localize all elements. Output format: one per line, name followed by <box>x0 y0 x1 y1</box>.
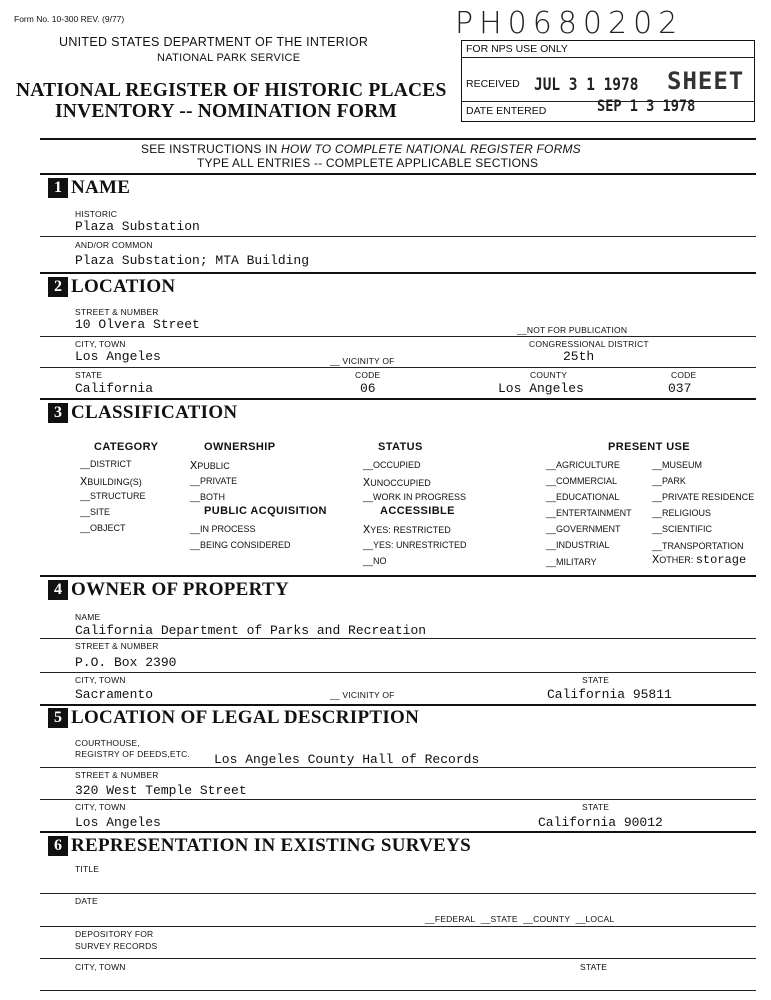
present-use-header: PRESENT USE <box>608 441 691 453</box>
section-4-heading: 4 OWNER OF PROPERTY <box>48 579 289 601</box>
courthouse-value: Los Angeles County Hall of Records <box>214 752 480 767</box>
state-value: California <box>75 381 154 396</box>
legal-street-value: 320 West Temple Street <box>75 783 247 798</box>
category-buildings: XBUILDING(S) <box>80 475 142 489</box>
acquisition-in-process: __IN PROCESS <box>190 524 256 534</box>
status-work-in-progress: __WORK IN PROGRESS <box>363 492 467 502</box>
form-title: NATIONAL REGISTER OF HISTORIC PLACES <box>16 80 447 101</box>
survey-city-label: CITY, TOWN <box>75 962 126 972</box>
legal-state-value: California 90012 <box>538 815 663 830</box>
state-label: STATE <box>75 370 103 380</box>
section-3-heading: 3 CLASSIFICATION <box>48 402 237 424</box>
instructions-line-2: TYPE ALL ENTRIES -- COMPLETE APPLICABLE SECTIONS <box>197 156 539 170</box>
category-structure: __STRUCTURE <box>80 491 146 501</box>
category-district: __DISTRICT <box>80 459 132 469</box>
accessible-restricted: XYES: RESTRICTED <box>363 523 451 537</box>
use-other-value: storage <box>695 553 747 567</box>
category-header: CATEGORY <box>94 441 159 453</box>
form-number: Form No. 10-300 REV. (9/77) <box>14 14 125 24</box>
use-religious: __RELIGIOUS <box>652 508 712 518</box>
congressional-district-value: 25th <box>563 349 595 364</box>
use-industrial: __INDUSTRIAL <box>546 540 610 550</box>
city-label: CITY, TOWN <box>75 339 126 349</box>
sheet-stamp: SHEET <box>667 67 745 95</box>
nps-use-box <box>461 40 755 122</box>
survey-levels: __FEDERAL __STATE __COUNTY __LOCAL <box>425 914 615 924</box>
status-unoccupied: XUNOCCUPIED <box>363 476 431 490</box>
street-label: STREET & NUMBER <box>75 307 159 317</box>
city-value: Los Angeles <box>75 349 161 364</box>
depository-label: DEPOSITORY FOR <box>75 929 154 939</box>
section-1-heading: 1 NAME <box>48 177 130 199</box>
owner-state-value: California 95811 <box>547 687 672 702</box>
form-subtitle: INVENTORY -- NOMINATION FORM <box>55 101 398 122</box>
owner-name-label: NAME <box>75 612 101 622</box>
status-header: STATUS <box>378 441 423 453</box>
use-private-residence: __PRIVATE RESIDENCE <box>652 492 755 502</box>
instructions-line-1: SEE INSTRUCTIONS IN HOW TO COMPLETE NATIONAL REGISTER FORMS <box>141 142 581 156</box>
department-name: UNITED STATES DEPARTMENT OF THE INTERIOR <box>59 35 369 49</box>
use-scientific: __SCIENTIFIC <box>652 524 713 534</box>
date-entered-stamp: SEP 1 3 1978 <box>597 96 696 115</box>
received-label: RECEIVED <box>466 78 520 90</box>
congressional-district-label: CONGRESSIONAL DISTRICT <box>529 339 649 349</box>
accessible-no: __NO <box>363 556 387 566</box>
common-name-value: Plaza Substation; MTA Building <box>75 253 310 268</box>
county-label: COUNTY <box>530 370 568 380</box>
use-museum: __MUSEUM <box>652 460 703 470</box>
date-entered-label: DATE ENTERED <box>466 105 547 117</box>
legal-city-value: Los Angeles <box>75 815 161 830</box>
legal-street-label: STREET & NUMBER <box>75 770 159 780</box>
ownership-both: __BOTH <box>190 492 226 502</box>
use-government: __GOVERNMENT <box>546 524 621 534</box>
owner-city-label: CITY, TOWN <box>75 675 126 685</box>
section-6-heading: 6 REPRESENTATION IN EXISTING SURVEYS <box>48 835 471 857</box>
state-code-value: 06 <box>360 381 376 396</box>
survey-date-label: DATE <box>75 896 98 906</box>
survey-title-label: TITLE <box>75 864 100 874</box>
use-educational: __EDUCATIONAL <box>546 492 620 502</box>
use-entertainment: __ENTERTAINMENT <box>546 508 632 518</box>
nps-use-label: FOR NPS USE ONLY <box>466 43 568 55</box>
legal-state-label: STATE <box>582 802 610 812</box>
use-military: __MILITARY <box>546 557 597 567</box>
county-code-value: 037 <box>668 381 692 396</box>
ownership-public: XPUBLIC <box>190 459 230 473</box>
historic-name-value: Plaza Substation <box>75 219 200 234</box>
historic-label: HISTORIC <box>75 209 118 219</box>
service-name: NATIONAL PARK SERVICE <box>157 52 301 64</box>
legal-city-label: CITY, TOWN <box>75 802 126 812</box>
public-acquisition-header: PUBLIC ACQUISITION <box>204 505 327 517</box>
not-for-publication: __NOT FOR PUBLICATION <box>517 325 628 335</box>
category-site: __SITE <box>80 507 111 517</box>
category-object: __OBJECT <box>80 523 126 533</box>
state-code-label: CODE <box>355 370 381 380</box>
section-5-heading: 5 LOCATION OF LEGAL DESCRIPTION <box>48 707 419 729</box>
accessible-header: ACCESSIBLE <box>380 505 455 517</box>
ownership-header: OWNERSHIP <box>204 441 276 453</box>
section-2-heading: 2 LOCATION <box>48 276 175 298</box>
status-occupied: __OCCUPIED <box>363 460 421 470</box>
owner-state-label: STATE <box>582 675 610 685</box>
handwritten-reference: PH0680202 <box>455 6 684 41</box>
vicinity-of: __ VICINITY OF <box>330 356 395 366</box>
registry-label: REGISTRY OF DEEDS,ETC. <box>75 749 191 759</box>
accessible-unrestricted: __YES: UNRESTRICTED <box>363 540 467 550</box>
survey-records-label: SURVEY RECORDS <box>75 941 158 951</box>
owner-name-value: California Department of Parks and Recreation <box>75 623 427 638</box>
common-name-label: AND/OR COMMON <box>75 240 153 250</box>
acquisition-being-considered: __BEING CONSIDERED <box>190 540 291 550</box>
owner-street-value: P.O. Box 2390 <box>75 655 177 670</box>
use-agriculture: __AGRICULTURE <box>546 460 620 470</box>
use-park: __PARK <box>652 476 686 486</box>
county-value: Los Angeles <box>498 381 584 396</box>
street-value: 10 Olvera Street <box>75 317 200 332</box>
courthouse-label: COURTHOUSE, <box>75 738 140 748</box>
owner-vicinity-of: __ VICINITY OF <box>330 690 395 700</box>
owner-street-label: STREET & NUMBER <box>75 641 159 651</box>
received-stamp: JUL 3 1 1978 <box>534 75 639 95</box>
owner-city-value: Sacramento <box>75 687 154 702</box>
survey-state-label: STATE <box>580 962 608 972</box>
ownership-private: __PRIVATE <box>190 476 238 486</box>
use-commercial: __COMMERCIAL <box>546 476 618 486</box>
use-other: XOTHER: storage <box>652 553 747 567</box>
use-transportation: __TRANSPORTATION <box>652 541 744 551</box>
county-code-label: CODE <box>671 370 697 380</box>
